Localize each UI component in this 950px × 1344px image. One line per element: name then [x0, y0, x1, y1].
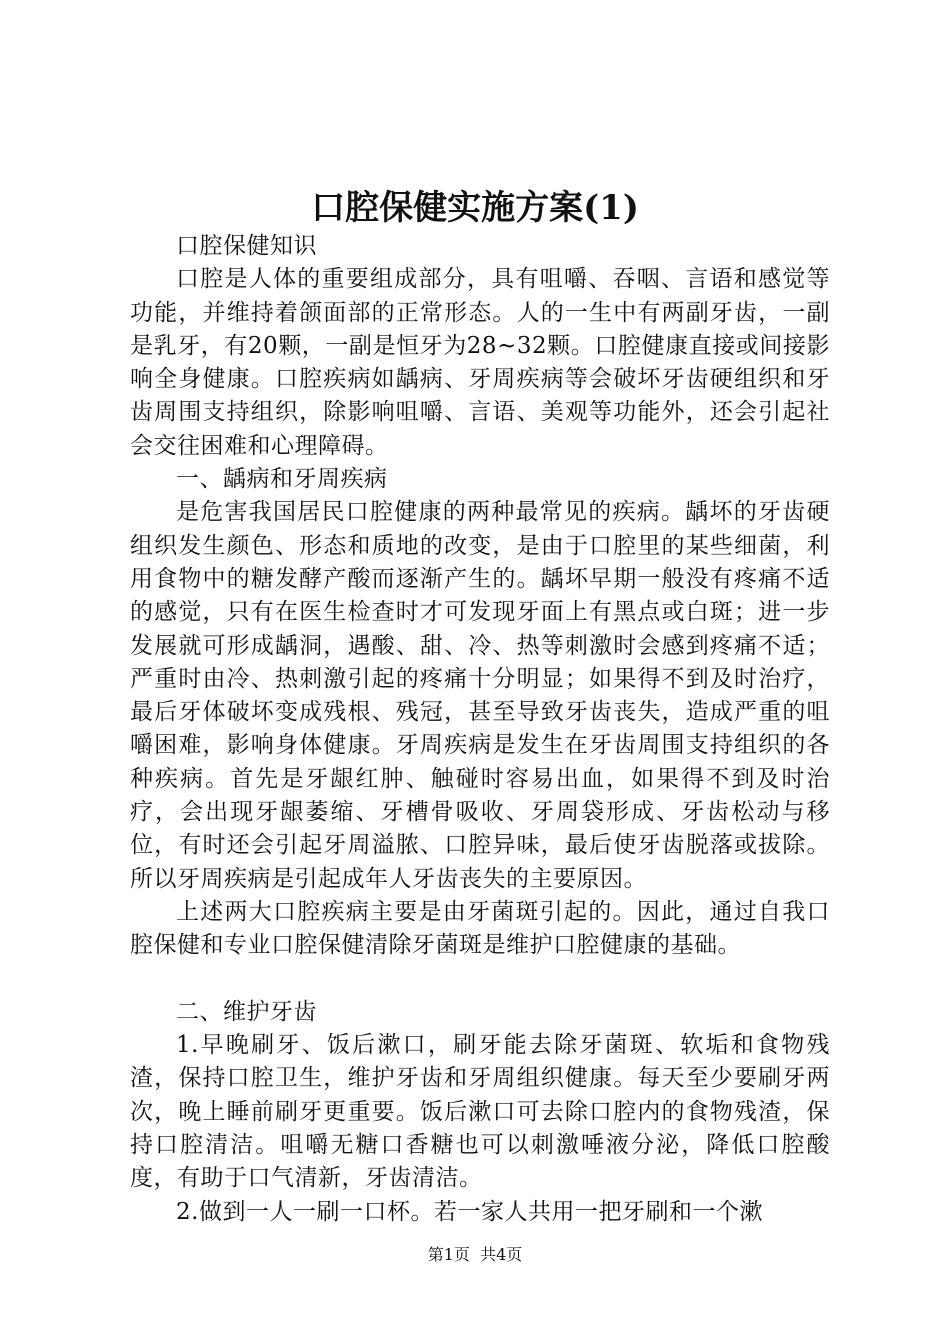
document-title: 口腔保健实施方案(1): [311, 188, 639, 228]
document-body: [130, 230, 830, 1229]
section-heading-teeth-care: 二、维护牙齿: [176, 998, 317, 1025]
section-heading-caries: 一、龋病和牙周疾病: [176, 466, 388, 493]
paragraph-intro: 口腔是人体的重要组成部分，具有咀嚼、吞咽、言语和感觉等功能，并维持着颌面部的正常形态。人的一生中有两副牙齿，一副是乳牙，有20颗，一副是恒牙为28~32颗。口腔健康直接或间接影响全身健康。口腔疾病如龋病、牙周疾病等会破坏牙齿硬组织和牙齿周围支持组织，除影响咀嚼、言语、美观等功能外，还会引起社会交往困难和心理障碍。: [130, 266, 830, 459]
page-footer: [0, 1244, 950, 1266]
paragraph-caries: 是危害我国居民口腔健康的两种最常见的疾病。龋坏的牙齿硬组织发生颜色、形态和质地的改变，是由于口腔里的某些细菌，利用食物中的糖发酵产酸而逐渐产生的。龋坏早期一般没有疼痛不适的感觉，只有在医生检查时才可发现牙面上有黑点或白斑；进一步发展就可形成龋洞，遇酸、甜、冷、热等刺激时会感到疼痛不适；严重时由冷、热刺激引起的疼痛十分明显；如果得不到及时治疗，最后牙体破坏变成残根、残冠，甚至导致牙齿丧失，造成严重的咀嚼困难，影响身体健康。牙周疾病是发生在牙齿周围支持组织的各种疾病。首先是牙龈红肿、触碰时容易出血，如果得不到及时治疗，会出现牙龈萎缩、牙槽骨吸收、牙周袋形成、牙齿松动与移位，有时还会引起牙周溢脓、口腔异味，最后使牙齿脱落或拔除。所以牙周疾病是引起成年人牙齿丧失的主要原因。: [130, 499, 830, 892]
paragraph-one-brush: 2.做到一人一刷一口杯。若一家人共用一把牙刷和一个漱: [176, 1198, 763, 1225]
page-total: 共4页: [480, 1245, 523, 1264]
blank-line: [130, 963, 830, 996]
paragraph-plaque: 上述两大口腔疾病主要是由牙菌斑引起的。因此，通过自我口腔保健和专业口腔保健清除牙菌斑是维护口腔健康的基础。: [130, 898, 830, 959]
page-number: 第1页: [427, 1245, 470, 1264]
paragraph-brushing: 1.早晚刷牙、饭后漱口，刷牙能去除牙菌斑、软垢和食物残渣，保持口腔卫生，维护牙齿和牙周组织健康。每天至少要刷牙两次，晚上睡前刷牙更重要。饭后漱口可去除口腔内的食物残渣，保持口腔清洁。咀嚼无糖口香糖也可以刺激唾液分泌，降低口腔酸度，有助于口气清新，牙齿清洁。: [130, 1032, 830, 1192]
section-heading-knowledge: 口腔保健知识: [176, 233, 317, 259]
